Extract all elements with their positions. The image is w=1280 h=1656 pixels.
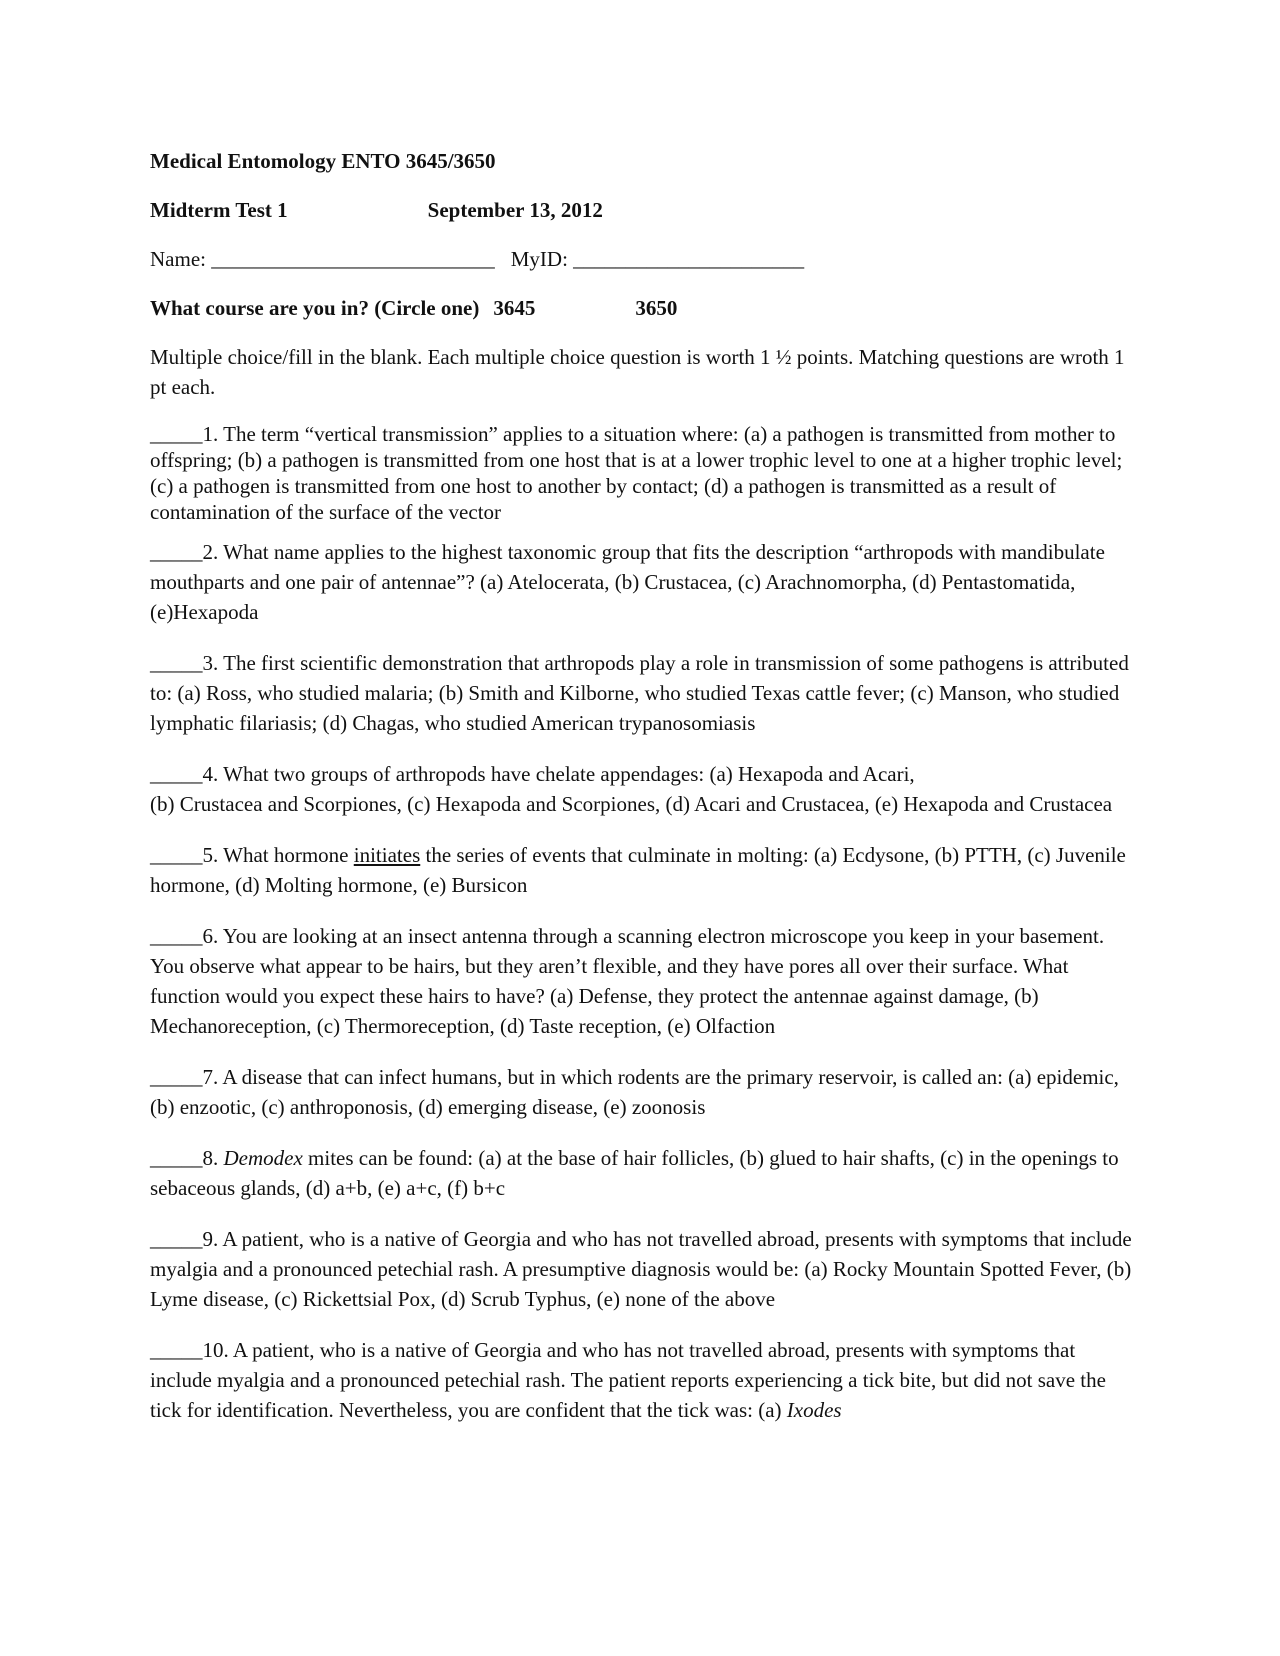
course-title: Medical Entomology ENTO 3645/3650: [150, 149, 496, 173]
question-5: [150, 840, 1135, 900]
question-4-line-2: (b) Crustacea and Scorpiones, (c) Hexapoda and Scorpiones, (d) Acari and Crustacea, (e) Hexapoda and Crustacea: [150, 792, 1113, 816]
course-option-3650: 3650: [635, 296, 678, 320]
test-name: Midterm Test 1: [150, 198, 288, 222]
question-7: _____7. A disease that can infect humans, but in which rodents are the primary reservoir, is called an: (a) epidemic, (b) enzootic, (c) anthroponosis, (d) emerging disease, (e) zoonosis: [150, 1065, 1119, 1119]
name-field: Name: ___________________________: [150, 247, 495, 271]
test-date: September 13, 2012: [427, 198, 603, 222]
course-question: What course are you in? (Circle one): [150, 296, 480, 320]
question-6: _____6. You are looking at an insect antenna through a scanning electron microscope you keep in your basement. You observe what appear to be hairs, but they aren’t flexible, and they have pores all over their surface. What function would you expect these hairs to have? (a) Defense, they protect the antennae against damage, (b) Mechanoreception, (c) Thermoreception, (d) Taste reception, (e) Olfaction: [150, 924, 1105, 1038]
question-2: _____2. What name applies to the highest taxonomic group that fits the description “arthropods with mandibulate mouthparts and one pair of antennae”? (a) Atelocerata, (b) Crustacea, (c) Arachnomorpha, (d) Pentastomatida, (e)Hexapoda: [150, 540, 1105, 624]
question-10-genus: Ixodes: [786, 1398, 842, 1422]
question-5-end: the series of events that culminate in molting: (a) Ecdysone, (b) PTTH, (c) Juvenile hormone, (d) Molting hormone, (e) Bursicon: [150, 843, 1126, 897]
question-4-line-1: _____4. What two groups of arthropods have chelate appendages: (a) Hexapoda and Acari,: [150, 762, 915, 786]
question-5-start: _____5. What hormone: [150, 843, 354, 867]
myid-field: MyID: ______________________: [510, 247, 805, 271]
question-8-genus: Demodex: [223, 1146, 303, 1170]
question-1: _____1. The term “vertical transmission” applies to a situation where: (a) a pathogen is transmitted from mother to offspring; (b) a pathogen is transmitted from one host that is at a lower trophic level to one at a higher trophic level; (c) a pathogen is transmitted from one host to another by contact; (d) a pathogen is transmitted as a result of contamination of the surface of the vector: [150, 422, 1123, 524]
question-8-end: mites can be found: (a) at the base of hair follicles, (b) glued to hair shafts, (c) in the openings to sebaceous glands, (d) a+b, (e) a+c, (f) b+c: [150, 1146, 1119, 1200]
question-10-text: _____10. A patient, who is a native of Georgia and who has not travelled abroad, presents with symptoms that include myalgia and a pronounced petechial rash. The patient reports experiencing a tick bite, but did not save the tick for identification. Nevertheless, you are confident that the tick was: (a): [150, 1338, 1106, 1422]
question-5-underlined-word: initiates: [353, 843, 421, 867]
question-4: [150, 759, 1135, 819]
test-header-row: [150, 195, 1135, 225]
student-info-row: [150, 244, 1135, 274]
exam-page: [150, 146, 1135, 1446]
question-9: _____9. A patient, who is a native of Georgia and who has not travelled abroad, presents with symptoms that include myalgia and a pronounced petechial rash. A presumptive diagnosis would be: (a) Rocky Mountain Spotted Fever, (b) Lyme disease, (c) Rickettsial Pox, (d) Scrub Typhus, (e) none of the above: [150, 1227, 1132, 1311]
course-option-3645: 3645: [493, 296, 536, 320]
course-selection-row: [150, 293, 1135, 323]
question-8: [150, 1143, 1135, 1203]
instructions: Multiple choice/fill in the blank. Each multiple choice question is worth 1 ½ points. Matching questions are wroth 1 pt each.: [150, 345, 1125, 399]
question-3: _____3. The first scientific demonstration that arthropods play a role in transmission of some pathogens is attributed to: (a) Ross, who studied malaria; (b) Smith and Kilborne, who studied Texas cattle fever; (c) Manson, who studied lymphatic filariasis; (d) Chagas, who studied American trypanosomiasis: [150, 651, 1129, 735]
question-10: [150, 1335, 1135, 1425]
question-8-start: _____8.: [150, 1146, 224, 1170]
